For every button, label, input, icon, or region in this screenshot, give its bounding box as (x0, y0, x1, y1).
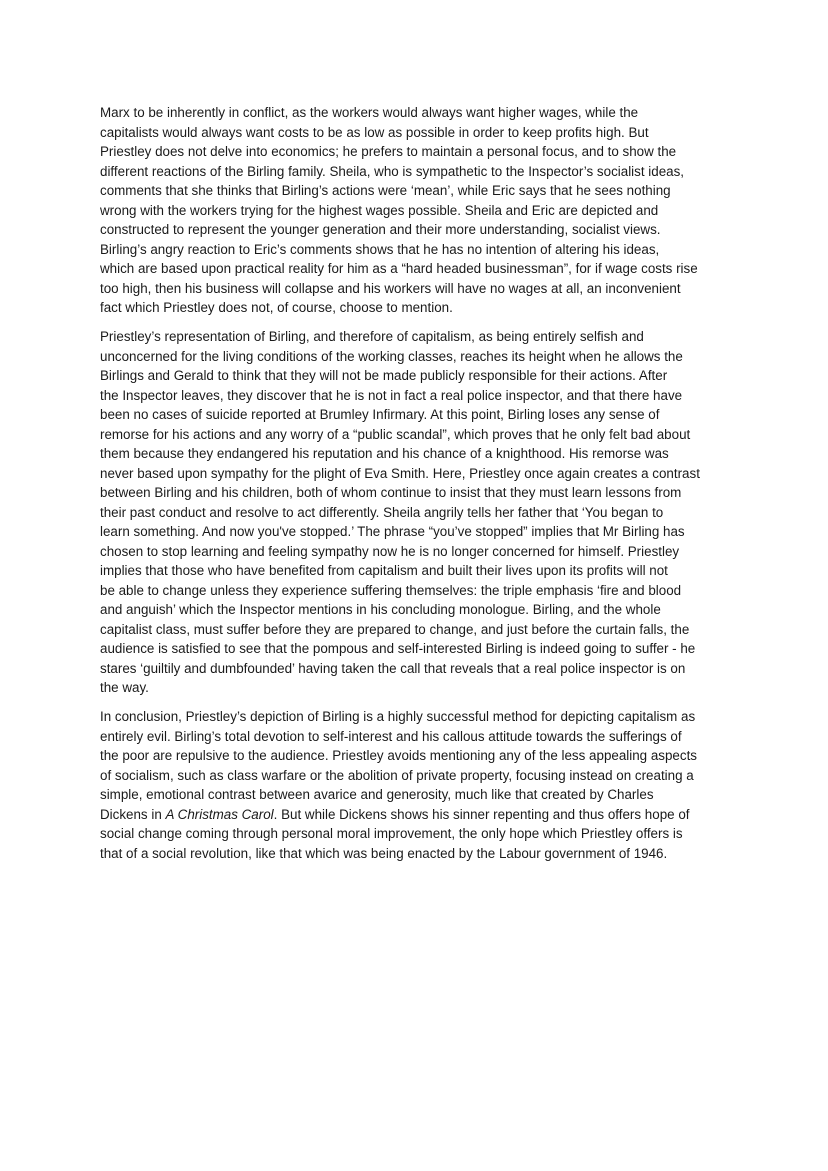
text-line: wrong with the workers trying for the highest wages possible. Sheila and Eric are depicted and (100, 202, 659, 218)
paragraph-marx-conflict (100, 103, 740, 318)
text-line: and anguish’ which the Inspector mentions in his concluding monologue. Birling, and the whole (100, 602, 661, 617)
paragraph-birling-representation (100, 327, 740, 698)
text-segment: . But while Dickens shows his sinner repenting and thus offers hope of (273, 806, 690, 822)
text-line: simple, emotional contrast between avarice and generosity, much like that created by Charles (100, 787, 654, 802)
text-line: chosen to stop learning and feeling sympathy now he is no longer concerned for himself. Priestley (100, 543, 680, 559)
text-line: the way. (100, 680, 149, 695)
text-line: the poor are repulsive to the audience. Priestley avoids mentioning any of the less appealing aspects (100, 748, 697, 763)
text-line: unconcerned for the living conditions of the working classes, reaches its height when he allows the (100, 348, 683, 364)
text-line: constructed to represent the younger generation and their more understanding, socialist views. (100, 222, 661, 237)
text-line: Birlings and Gerald to think that they will not be made publicly responsible for their actions. After (100, 368, 668, 383)
paragraph-conclusion (100, 707, 740, 863)
book-title-italic: A Christmas Carol (165, 806, 274, 822)
text-line: that of a social revolution, like that which was being enacted by the Labour government of 1946. (100, 845, 668, 861)
text-line: between Birling and his children, both of whom continue to insist that they must learn lessons from (100, 485, 682, 500)
text-line: been no cases of suicide reported at Brumley Infirmary. At this point, Birling loses any sense of (100, 407, 660, 422)
text-line: entirely evil. Birling’s total devotion to self-interest and his callous attitude towards the sufferings of (100, 728, 682, 744)
text-line: In conclusion, Priestley’s depiction of Birling is a highly successful method for depicting capitalism as (100, 709, 696, 724)
text-line: which are based upon practical reality for him as a “hard headed businessman”, for if wage costs rise (100, 261, 698, 276)
text-line: remorse for his actions and any worry of a “public scandal”, which proves that he only felt bad about (100, 426, 691, 442)
text-line: comments that she thinks that Birling’s actions were ‘mean’, while Eric says that he sees nothing (100, 183, 671, 198)
text-line-with-title (100, 805, 740, 825)
text-line: their past conduct and resolve to act differently. Sheila angrily tells her father that ‘You began to (100, 504, 664, 520)
text-line: the Inspector leaves, they discover that he is not in fact a real police inspector, and that there have (100, 387, 683, 403)
text-line: capitalists would always want costs to be as low as possible in order to keep profits high. But (100, 124, 649, 140)
text-line: them because they endangered his reputation and his chance of a knighthood. His remorse was (100, 446, 669, 461)
text-line: never based upon sympathy for the plight of Eva Smith. Here, Priestley once again creates a contrast (100, 465, 700, 481)
text-line: Marx to be inherently in conflict, as the workers would always want higher wages, while the (100, 105, 639, 120)
text-line: audience is satisfied to see that the pompous and self-interested Birling is indeed going to suffer - he (100, 641, 696, 656)
text-line: too high, then his business will collapse and his workers will have no wages at all, an inconvenient (100, 280, 681, 296)
text-line: social change coming through personal moral improvement, the only hope which Priestley offers is (100, 826, 683, 841)
text-line: be able to change unless they experience suffering themselves: the triple emphasis ‘fire and blood (100, 582, 682, 598)
text-line: Birling’s angry reaction to Eric’s comments shows that he has no intention of altering his ideas, (100, 241, 660, 257)
text-line: Priestley does not delve into economics; he prefers to maintain a personal focus, and to show the (100, 144, 677, 159)
text-line: Priestley’s representation of Birling, and therefore of capitalism, as being entirely selfish and (100, 329, 644, 344)
text-line: different reactions of the Birling family. Sheila, who is sympathetic to the Inspector’s socialist ideas, (100, 163, 685, 179)
document-page (100, 103, 740, 873)
text-line: capitalist class, must suffer before they are prepared to change, and just before the curtain falls, the (100, 621, 690, 637)
text-line: implies that those who have benefited from capitalism and built their lives upon its profits will not (100, 563, 668, 578)
text-segment: Dickens in (100, 806, 166, 822)
text-line: learn something. And now you've stopped.’ The phrase “you’ve stopped” implies that Mr Birling has (100, 524, 685, 539)
text-line: of socialism, such as class warfare or the abolition of private property, focusing instead on creating a (100, 767, 694, 783)
text-line: stares ‘guiltily and dumbfounded’ having taken the call that reveals that a real police inspector is on (100, 660, 686, 676)
text-line: fact which Priestley does not, of course, choose to mention. (100, 300, 453, 315)
